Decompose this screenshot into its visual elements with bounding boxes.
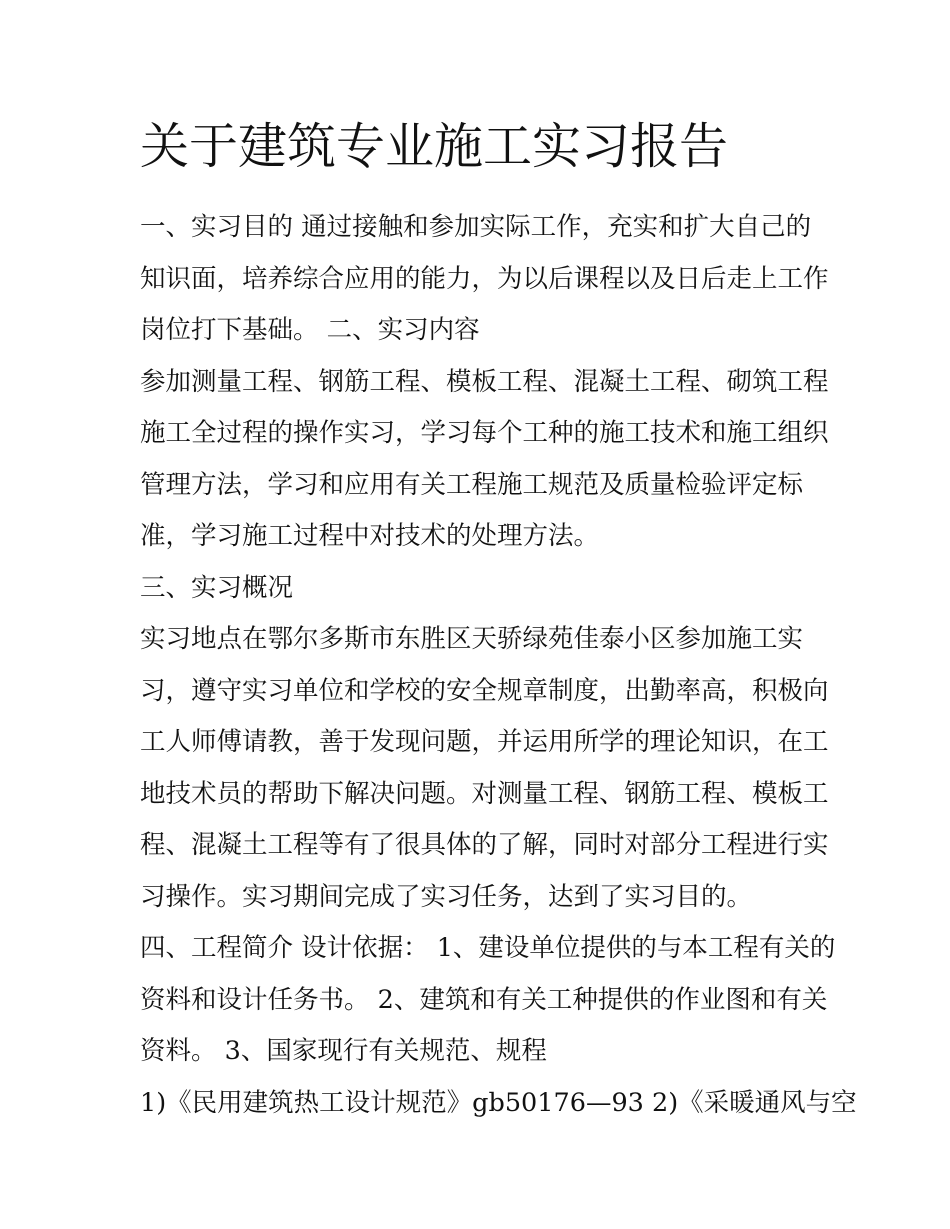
text-line: 工人师傅请教，善于发现问题，并运用所学的理论知识，在工 xyxy=(140,727,829,757)
text-line: 参加测量工程、钢筋工程、模板工程、混凝土工程、砌筑工程 xyxy=(140,366,829,397)
document-body xyxy=(140,202,857,1129)
document-title: 关于建筑专业施工实习报告 xyxy=(140,118,729,175)
text-line: 三、实习概况 xyxy=(140,572,294,603)
text-line: 管理方法，学习和应用有关工程施工规范及质量检验评定标 xyxy=(140,469,804,500)
text-line: 知识面，培养综合应用的能力，为以后课程以及日后走上工作 xyxy=(140,263,829,294)
text-line: 习操作。实习期间完成了实习任务，达到了实习目的。 xyxy=(140,881,753,912)
text-line: 实习地点在鄂尔多斯市东胜区天骄绿苑佳泰小区参加施工实 xyxy=(140,624,804,654)
text-line: 程、混凝土工程等有了很具体的了解，同时对部分工程进行实 xyxy=(140,830,829,860)
text-line: 地技术员的帮助下解决问题。对测量工程、钢筋工程、模板工 xyxy=(140,778,829,809)
text-line: 1)《民用建筑热工设计规范》gb50176—93 2)《采暖通风与空 xyxy=(140,1087,857,1118)
text-line: 习，遵守实习单位和学校的安全规章制度，出勤率高，积极向 xyxy=(140,675,829,706)
text-line: 准，学习施工过程中对技术的处理方法。 xyxy=(140,521,600,551)
text-line: 资料和设计任务书。 2、建筑和有关工种提供的作业图和有关 xyxy=(140,984,828,1015)
text-line: 施工全过程的操作实习，学习每个工种的施工技术和施工组织 xyxy=(140,418,829,448)
text-line: 一、实习目的 通过接触和参加实际工作，充实和扩大自己的 xyxy=(140,212,812,242)
text-line: 岗位打下基础。 二、实习内容 xyxy=(140,315,480,345)
text-line: 四、工程简介 设计依据： 1、建设单位提供的与本工程有关的 xyxy=(140,933,836,963)
document-content xyxy=(140,112,857,1129)
text-line: 资料。 3、国家现行有关规范、规程 xyxy=(140,1036,547,1066)
